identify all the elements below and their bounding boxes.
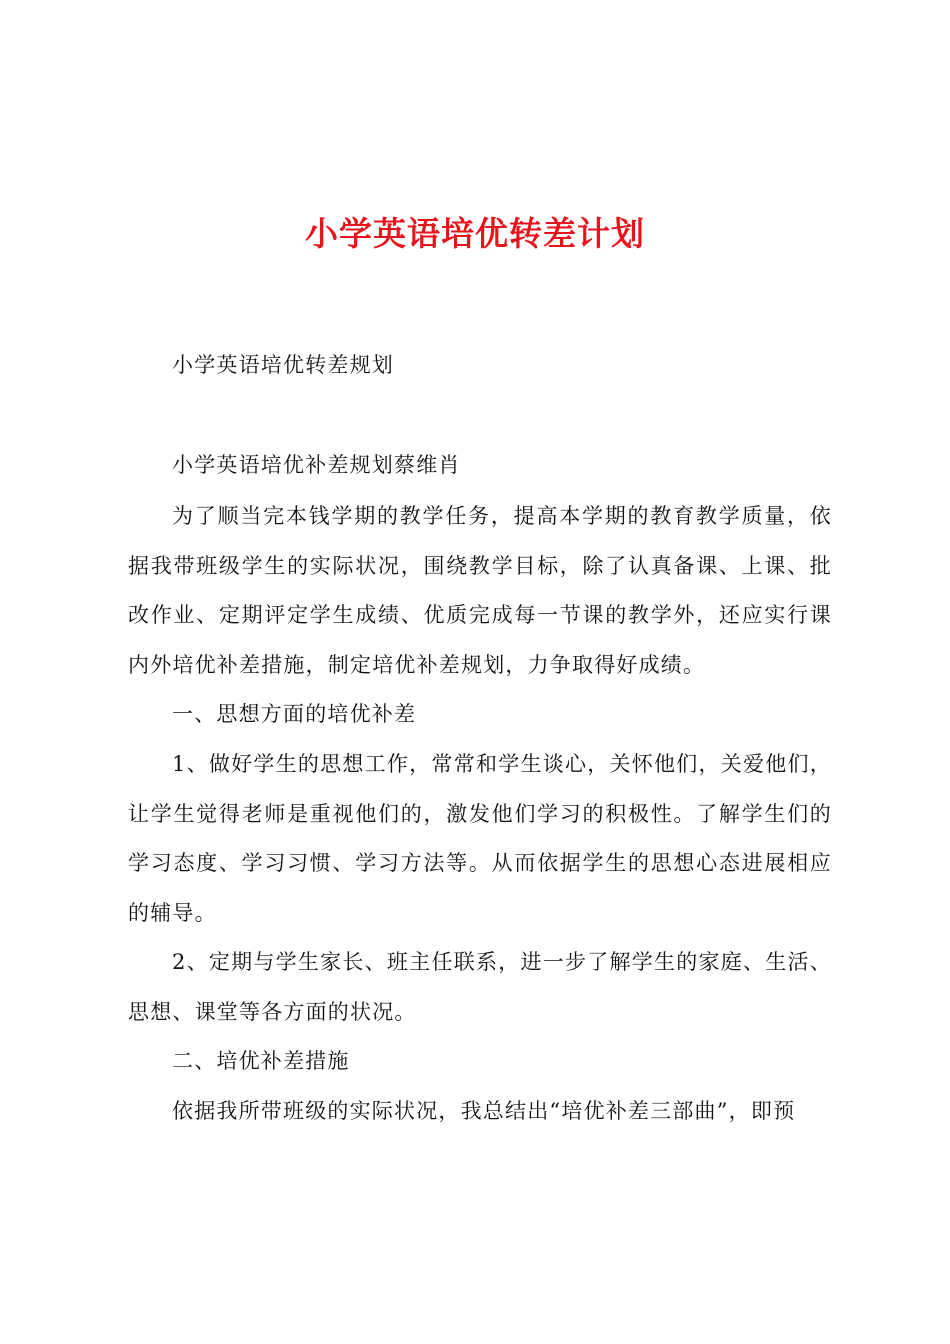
section-heading-thought: 一、思想方面的培优补差 <box>172 702 417 726</box>
section-heading-measures: 二、培优补差措施 <box>172 1049 350 1073</box>
document-title: 小学英语培优转差计划 <box>305 214 645 253</box>
paragraph-item-2: 2、定期与学生家长、班主任联系，进一步了解学生的家庭、生活、思想、课堂等各方面的状况。 <box>128 950 832 1024</box>
author-line: 小学英语培优补差规划蔡维肖 <box>172 453 461 477</box>
paragraph-item-1: 1、做好学生的思想工作，常常和学生谈心，关怀他们，关爱他们，让学生觉得老师是重视他们的，激发他们学习的积极性。了解学生们的学习态度、学习习惯、学习方法等。从而依据学生的思想心态进展相应的辅导。 <box>128 752 832 925</box>
document-subtitle: 小学英语培优转差规划 <box>172 353 394 377</box>
paragraph-measures: 依据我所带班级的实际状况，我总结出“培优补差三部曲”，即预 <box>172 1099 796 1123</box>
intro-paragraph: 为了顺当完本钱学期的教学任务，提高本学期的教育教学质量，依据我带班级学生的实际状况，围绕教学目标，除了认真备课、上课、批改作业、定期评定学生成绩、优质完成每一节课的教学外，还应实行课内外培优补差措施，制定培优补差规划，力争取得好成绩。 <box>128 504 832 677</box>
